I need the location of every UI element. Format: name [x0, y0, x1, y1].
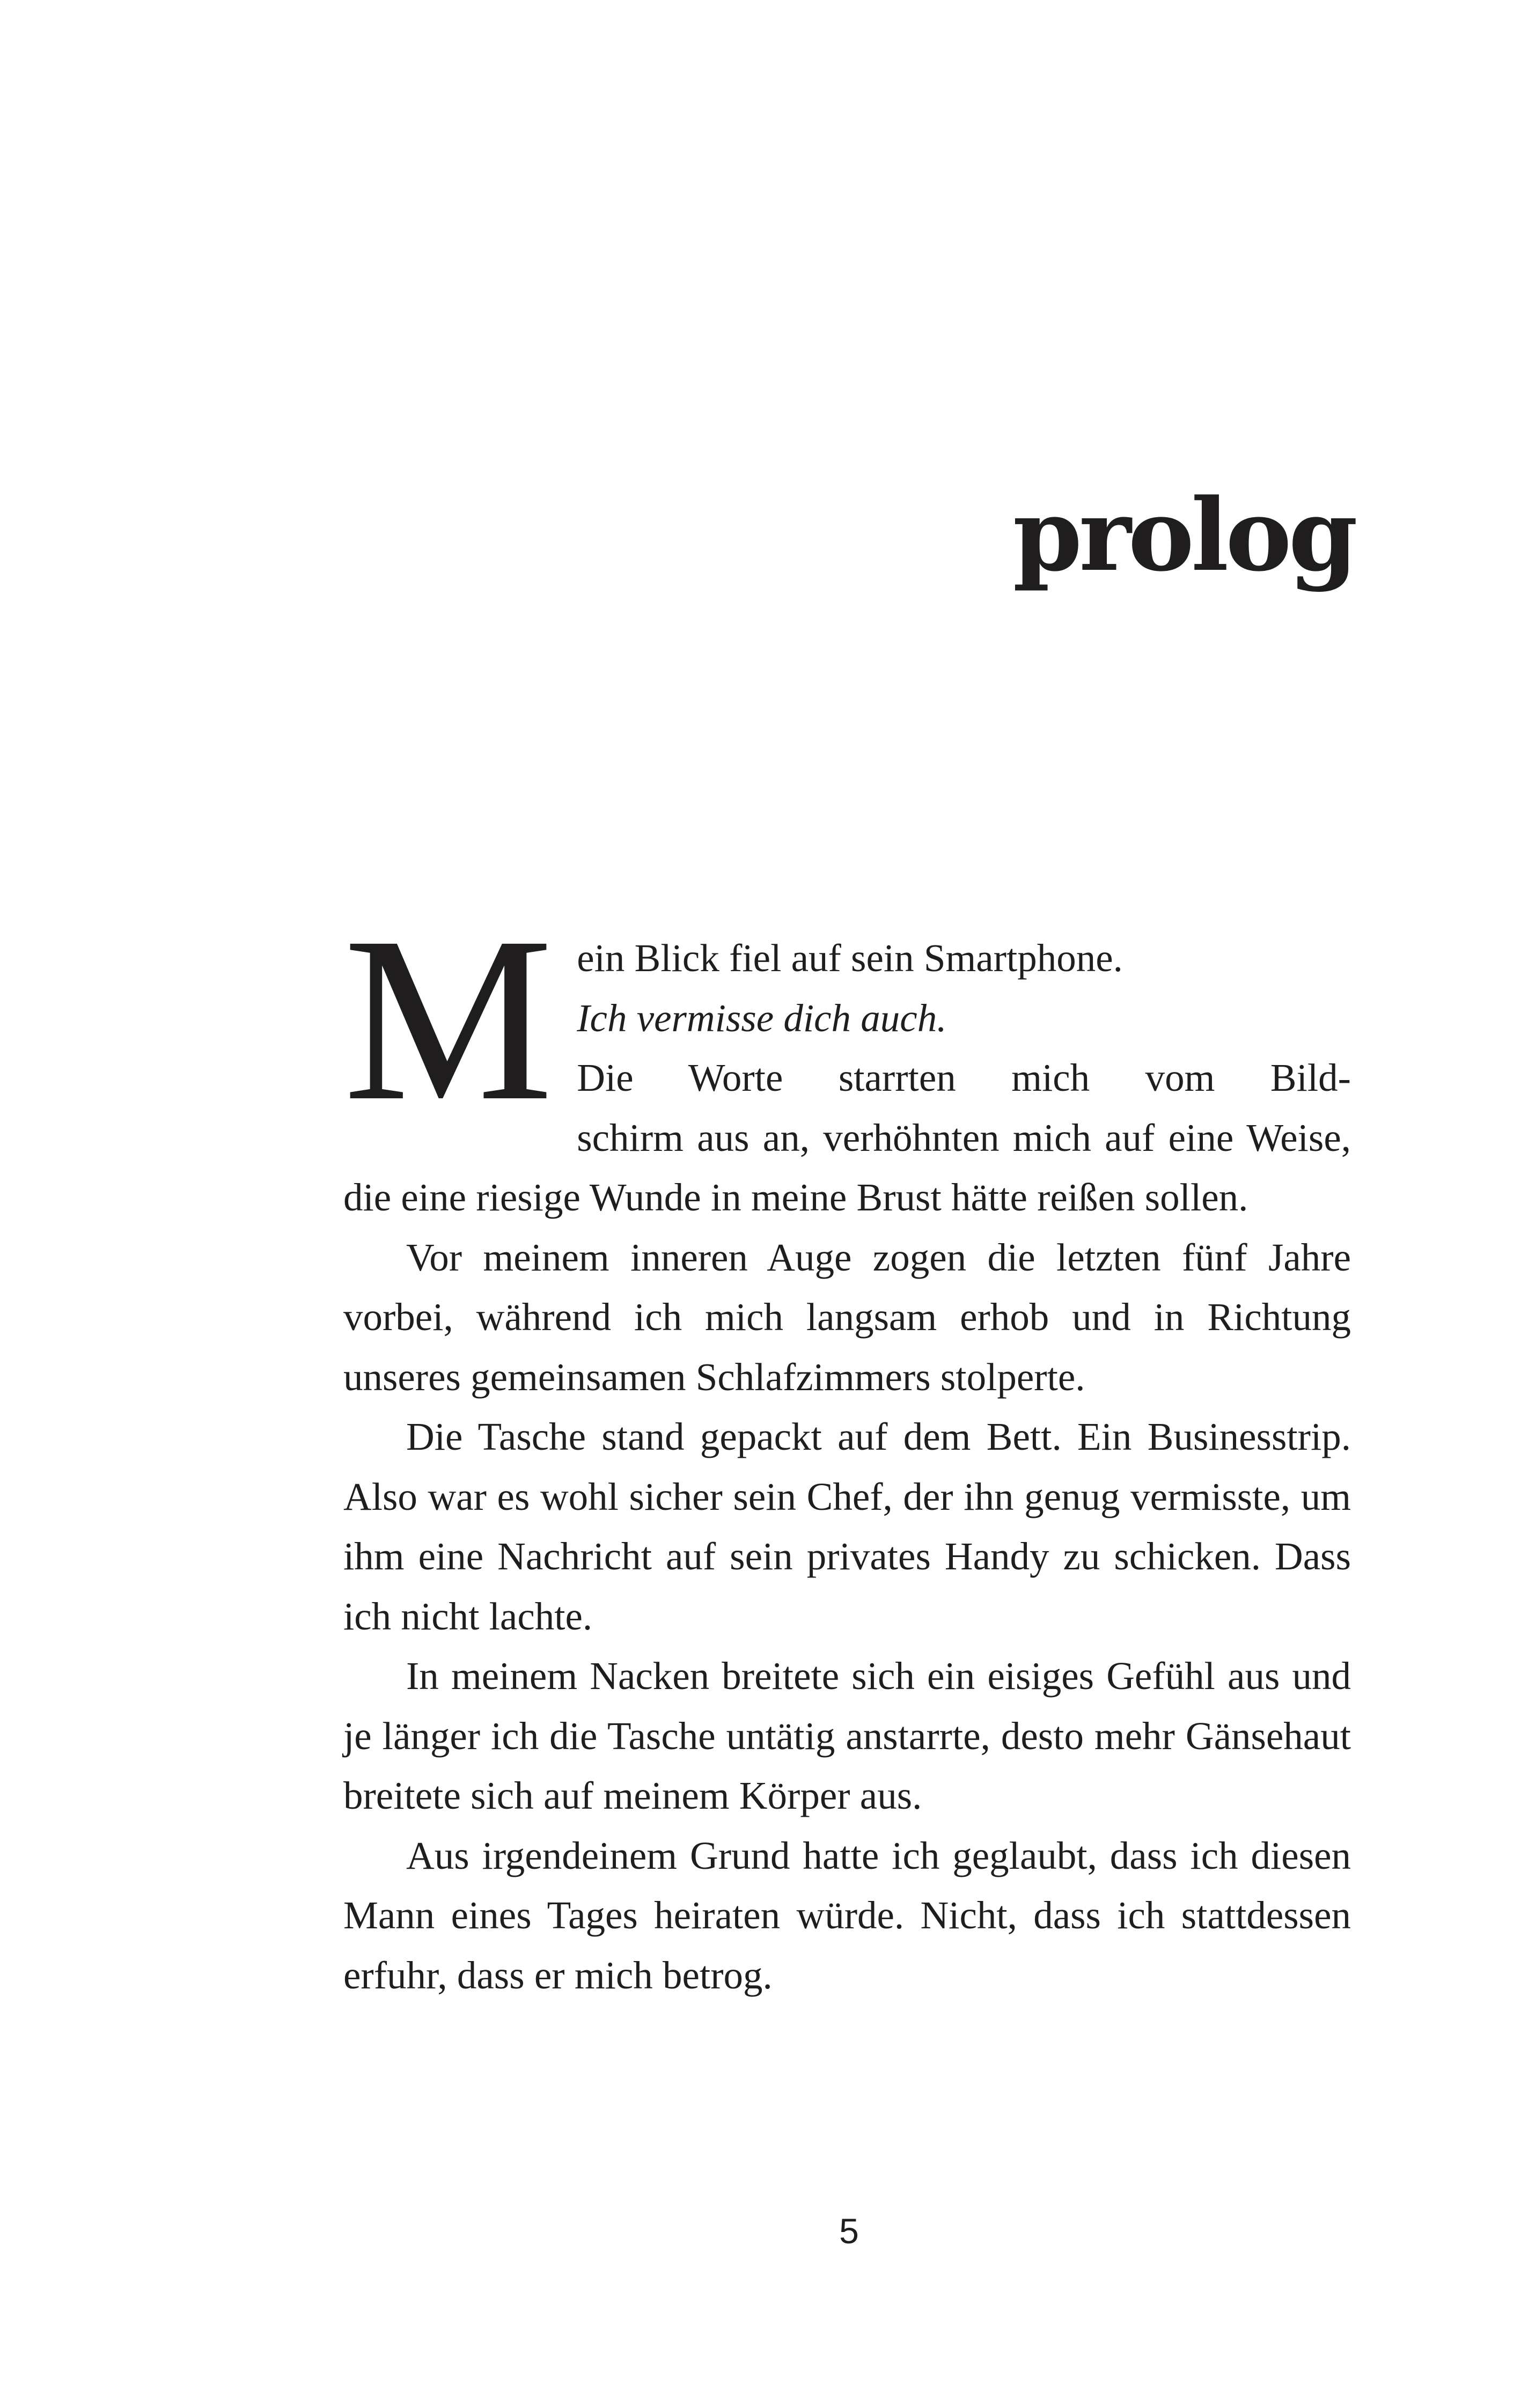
page-number: 5: [839, 2211, 859, 2251]
opening-paragraph: [343, 889, 1351, 1228]
opening-line-1: ein Blick fiel auf sein Smartphone.: [577, 936, 1123, 980]
drop-cap-letter: M: [343, 889, 552, 1150]
chapter-body: [343, 889, 1351, 2005]
paragraph-4: In meinem Nacken breitete sich ein eisiges Gefühl aus und je länger ich die Tasche untätig anstarrte, desto mehr Gänsehaut breitete sich auf meinem Körper aus.: [343, 1654, 1351, 1817]
paragraph-2: Vor meinem inneren Auge zogen die letzten fünf Jahre vorbei, während ich mich langsam erhob und in Richtung unseres gemeinsamen Schlafzimmers stolperte.: [343, 1235, 1351, 1399]
paragraph-3: Die Tasche stand gepackt auf dem Bett. Ein Businesstrip. Also war es wohl sicher sein Chef, der ihn genug vermisste, um ihm eine Nachricht auf sein privates Handy zu schicken. Dass ich nicht lachte.: [343, 1415, 1351, 1638]
opening-line-2-quote: Ich vermisse dich auch.: [577, 996, 947, 1040]
opening-paragraph-rest: schirm aus an, verhöhnten mich auf eine Weise, die eine riesige Wunde in meine Brust hätte reißen sollen.: [343, 1115, 1351, 1219]
paragraph-5: Aus irgendeinem Grund hatte ich geglaubt, dass ich diesen Mann eines Tages heiraten würde. Nicht, dass ich stattdessen erfuhr, dass er mich betrog.: [343, 1833, 1351, 1997]
chapter-title: prolog: [1012, 476, 1355, 593]
opening-line-3: Die Worte starrten mich vom Bild-: [577, 1056, 1351, 1099]
